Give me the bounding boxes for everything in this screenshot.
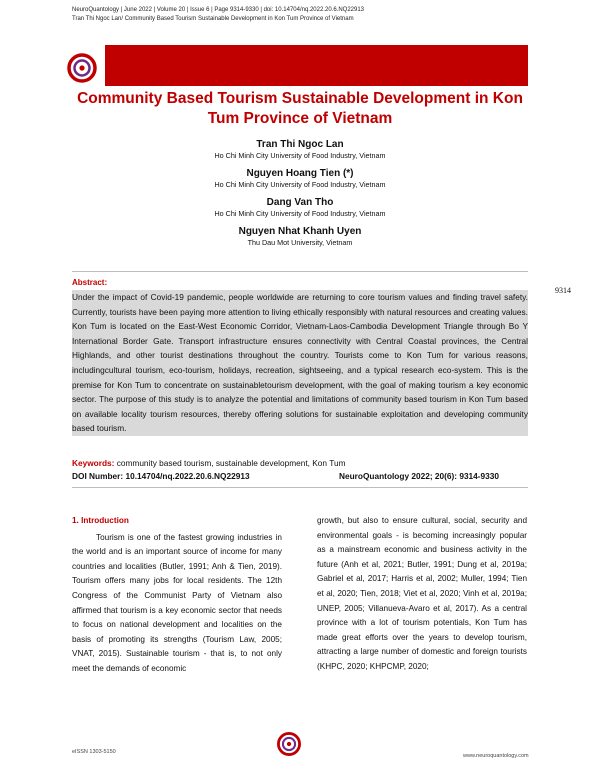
page-number: 9314 — [555, 286, 571, 295]
author-affiliation: Ho Chi Minh City University of Food Industry, Vietnam — [214, 180, 386, 189]
author-entry — [72, 138, 528, 161]
author-list — [72, 138, 528, 254]
abstract-text: Under the impact of Covid-19 pandemic, people worldwide are returning to core tourism values and finding travel safety. Currently, tourists have been paying more attention to living ethically responsibly with natural resources and creating values. Kon Tum is located on the East-West Economic Corridor, Vietnam-Laos-Cambodia Development Triangle through Bo Y International Border Gate. Transport infrastructure ensures connectivity with Central Coastal provinces, the Central Highlands, and other tourist destinations throughout the country. Tourists come to Kon Tum for various reasons, includingcultural tourism, eco-tourism, holidays, recreation, sightseeing, and a typical research eco-system. This is the premise for Kon Tum to concentrate on sustainabletourism development, with the goal of making tourism a key economic sector. The purpose of this study is to analyze the potential and limitations of community based tourism in Kon Tum based on available locality tourism resources, thereby offering solutions for sustainable exploitation and developing community based tourism. — [72, 290, 528, 436]
journal-citation-line: NeuroQuantology | June 2022 | Volume 20 | Issue 6 | Page 9314-9330 | doi: 10.14704/nq.2022.20.6.NQ22913 — [72, 7, 365, 13]
author-name: Tran Thi Ngoc Lan — [256, 139, 344, 150]
author-entry — [72, 196, 528, 219]
journal-reference: NeuroQuantology 2022; 20(6): 9314-9330 — [339, 471, 500, 481]
article-title: Community Based Tourism Sustainable Development in Kon Tum Province of Vietnam — [77, 90, 523, 127]
body-paragraph: growth, but also to ensure cultural, social, security and environmental goals - is becoming increasingly popular as a mainstream economic and business activity in the future (Anh et al, 2021; Butler, 1991; Dung et al, 2019a; Gabriel et al, 2017; Harris et al, 2002; Muller, 1994; Tien et al, 2020; Tien, 2018; Viet et al, 2020; Vinh et al, 2019a; UNEP, 2005; Villanueva-Avaro et al, 2017). As a central province with a lot of tourism potentials, Kon Tum has made great efforts over the years to develop tourism, attracting a large number of domestic and foreign tourists (KHPC, 2020; KHPCMP, 2020; — [317, 516, 527, 671]
journal-website: www.neuroquantology.com — [463, 753, 529, 759]
author-entry — [72, 167, 528, 190]
keywords-line — [72, 458, 345, 468]
doi-line — [72, 471, 528, 481]
running-header — [72, 6, 364, 23]
abstract-label: Abstract: — [72, 278, 108, 287]
author-name: Dang Van Tho — [266, 197, 334, 208]
author-affiliation: Thu Dau Mot University, Vietnam — [247, 238, 353, 247]
article-short-title-line: Tran Thi Ngoc Lan/ Community Based Tourism Sustainable Development in Kon Tum Province of Vietnam — [72, 15, 354, 22]
author-entry — [72, 225, 528, 248]
author-name: Nguyen Nhat Khanh Uyen — [238, 226, 362, 237]
author-affiliation: Ho Chi Minh City University of Food Industry, Vietnam — [214, 209, 386, 218]
keywords-text: community based tourism, sustainable development, Kon Tum — [116, 458, 346, 468]
body-column-right — [317, 514, 527, 675]
issn: eISSN 1303-5150 — [72, 749, 116, 755]
divider — [72, 487, 528, 488]
section-heading: 1. Introduction — [72, 516, 129, 525]
divider — [72, 271, 528, 272]
header-banner — [105, 45, 528, 86]
author-name: Nguyen Hoang Tien (*) — [246, 168, 354, 179]
keywords-label: Keywords: — [72, 458, 115, 468]
author-affiliation: Ho Chi Minh City University of Food Industry, Vietnam — [214, 151, 386, 160]
neuroquantology-logo-icon — [66, 52, 98, 84]
body-paragraph: Tourism is one of the fastest growing industries in the world and is an important source of income for many countries and localities (Butler, 1991; Anh & Tien, 2019). Tourism offers many jobs for local residents. The 12th Congress of the Communist Party of Vietnam also affirmed that tourism is a key economic sector that needs to focus on national development and localities on the basis of promoting its strengths (Tourism Law, 2005; VNAT, 2015). Sustainable tourism - that is, to not only meet the demands of economic — [72, 532, 282, 673]
neuroquantology-logo-icon — [276, 731, 302, 757]
body-column-left — [72, 514, 282, 677]
doi-number: DOI Number: 10.14704/nq.2022.20.6.NQ22913 — [72, 471, 250, 481]
